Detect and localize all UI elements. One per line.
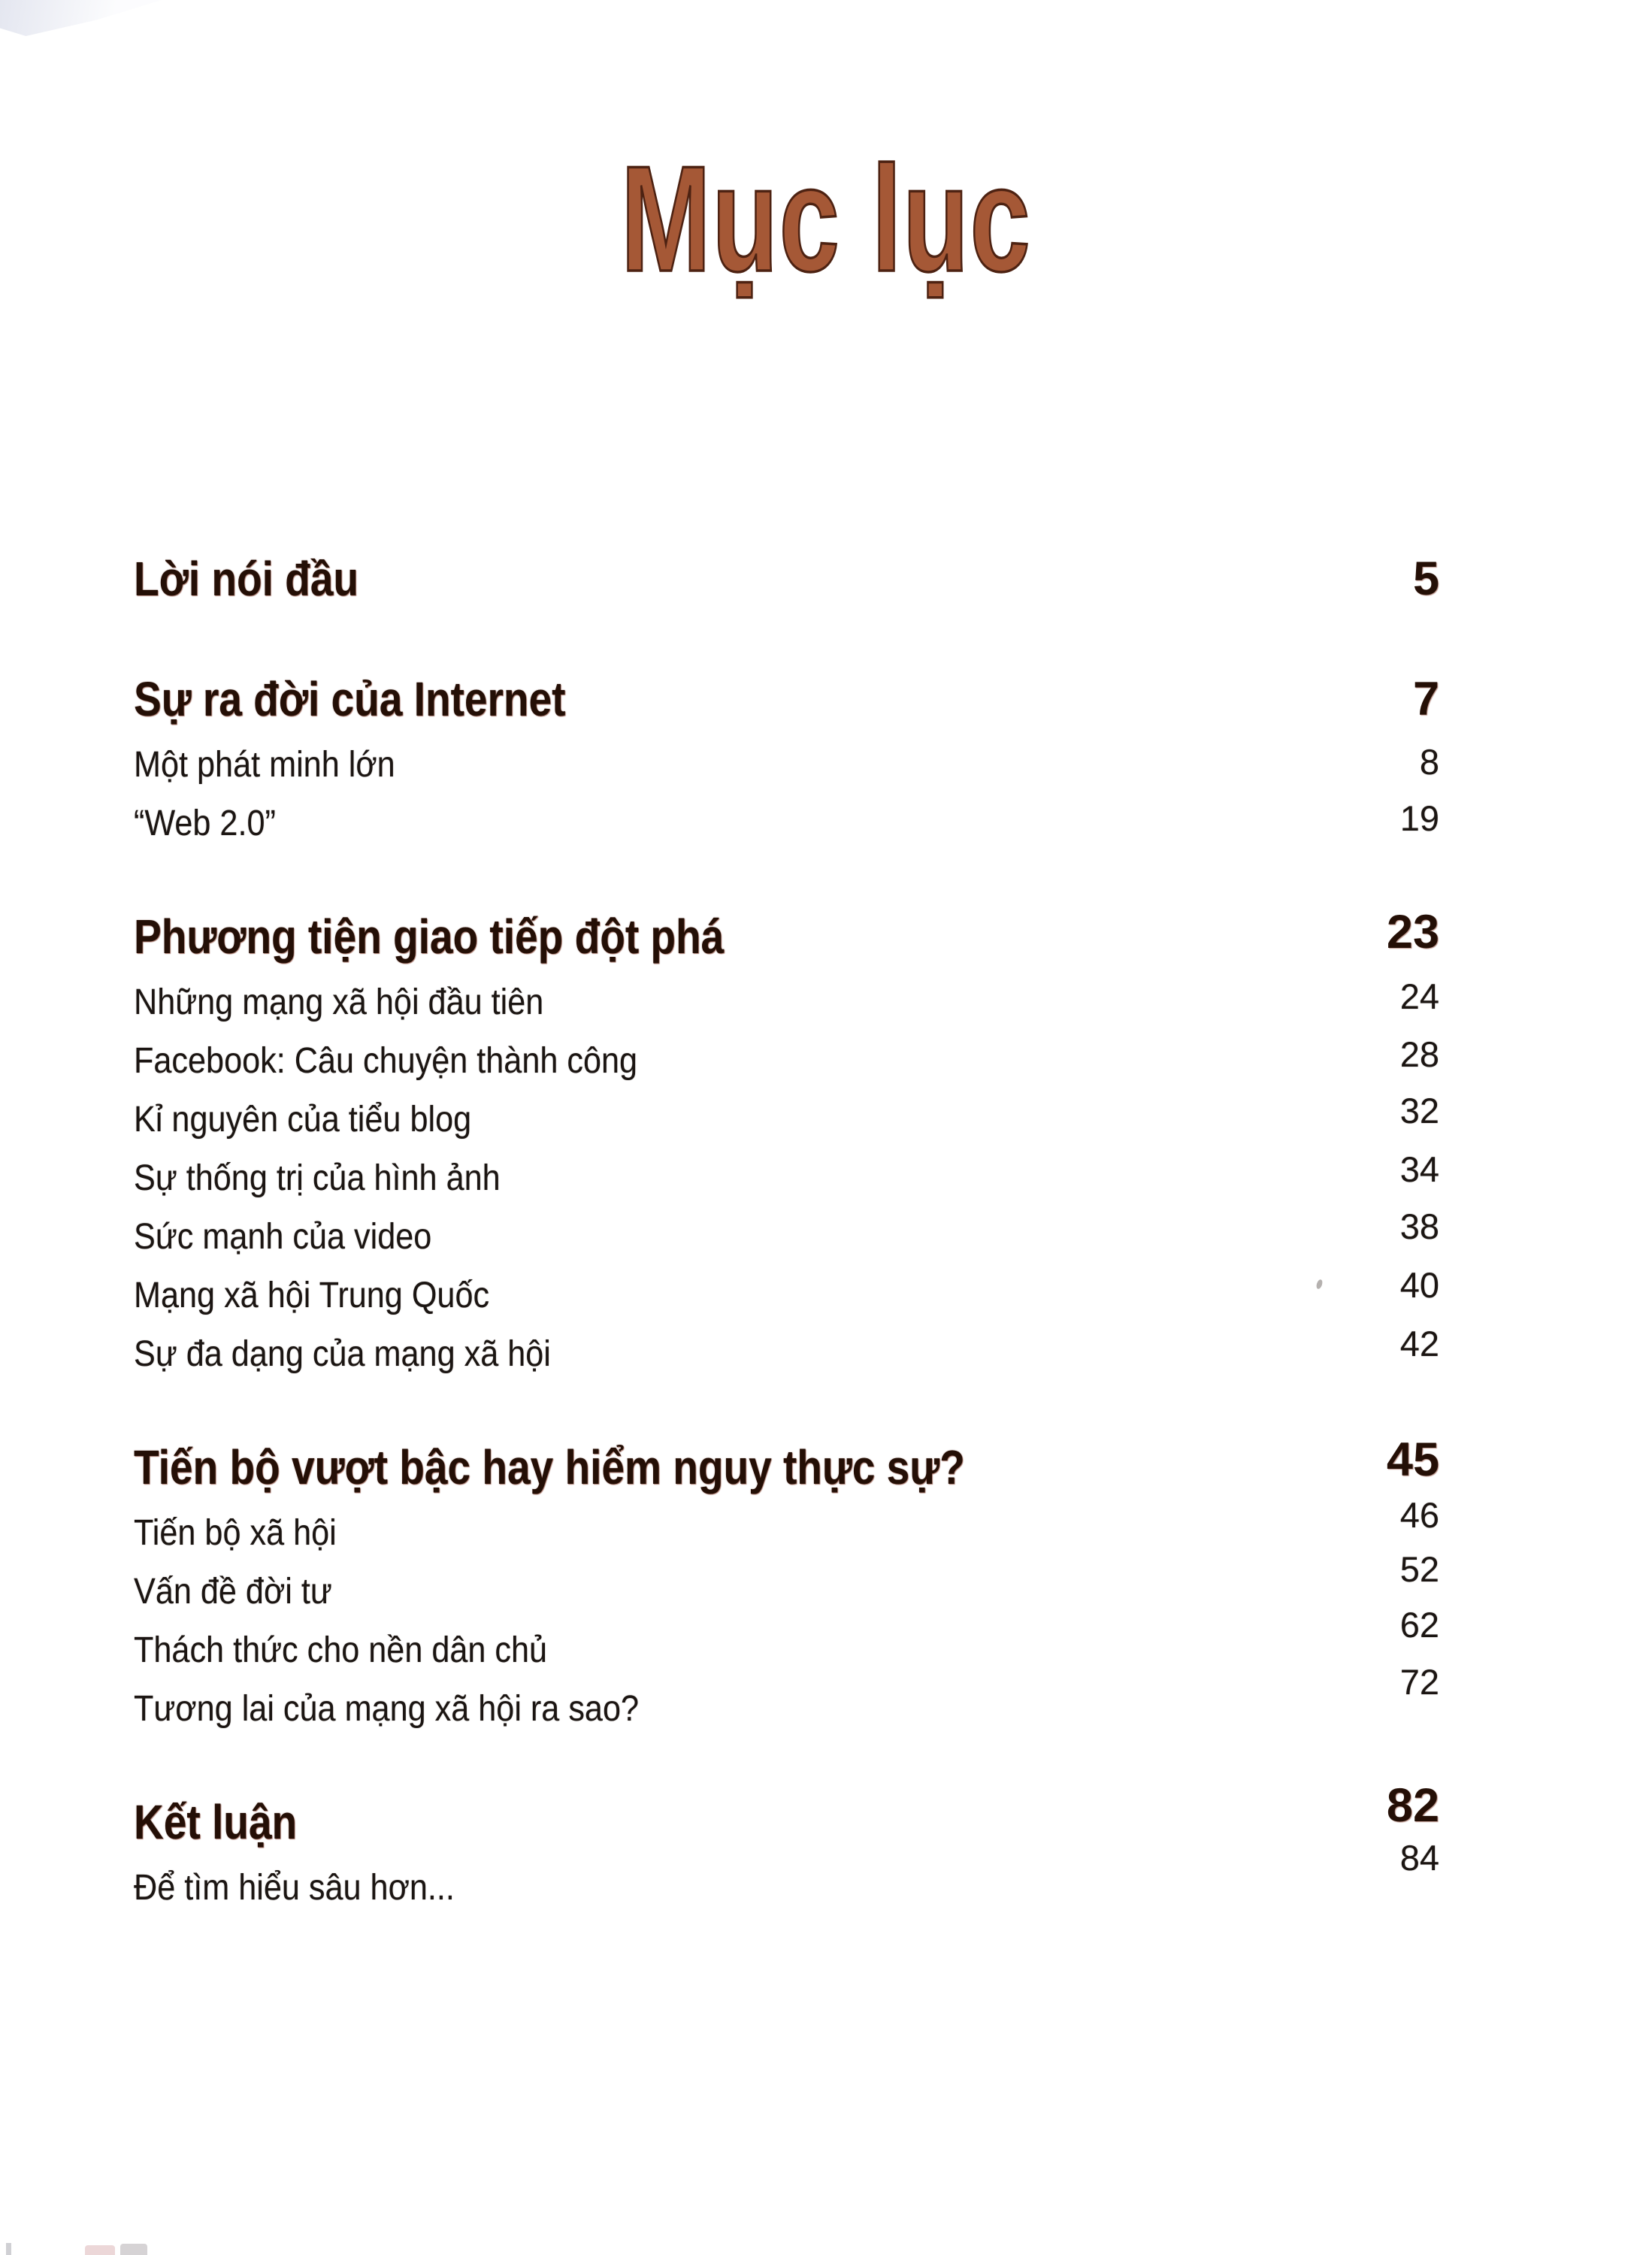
toc-section-page-number: 5 <box>1412 552 1439 605</box>
toc-entry-page-number: 24 <box>1399 976 1439 1016</box>
scan-artifact-bottom <box>85 2245 115 2255</box>
toc-entry-page-number: 72 <box>1399 1661 1439 1702</box>
toc-section-title: Kết luận <box>134 1795 298 1849</box>
toc-entry-page-number: 84 <box>1399 1837 1439 1878</box>
toc-entry-page-number: 8 <box>1419 741 1439 782</box>
toc-entry-label: Những mạng xã hội đầu tiên <box>134 982 544 1022</box>
toc-entry-page-number: 46 <box>1399 1494 1439 1535</box>
toc-entry-row <box>134 1090 1439 1149</box>
toc-entry-page-number: 52 <box>1399 1548 1439 1589</box>
toc-entry-label: Thách thức cho nền dân chủ <box>134 1630 548 1670</box>
toc-entry-row <box>134 1548 1439 1621</box>
toc-section-row <box>134 543 1439 615</box>
toc-entry-row <box>134 1837 1439 1917</box>
toc-entry-label: Facebook: Câu chuyện thành công <box>134 1040 638 1081</box>
toc-entry-label: Sự thống trị của hình ảnh <box>134 1158 501 1198</box>
toc-entry-label: Một phát minh lớn <box>134 744 395 785</box>
toc-entry-row <box>134 1207 1439 1266</box>
toc-entry-page-number: 42 <box>1399 1323 1439 1364</box>
toc-section-title: Sự ra đời của Internet <box>134 672 566 726</box>
toc-entry-label: Vấn đề đời tư <box>134 1571 332 1612</box>
toc-entry-row <box>134 1661 1439 1738</box>
toc-section-title: Lời nói đầu <box>134 552 359 606</box>
toc-entry-label: Mạng xã hội Trung Quốc <box>134 1275 490 1315</box>
toc-section-page-number: 7 <box>1412 673 1439 725</box>
toc-entry-label: Tương lai của mạng xã hội ra sao? <box>134 1688 640 1729</box>
toc-section-title: Phương tiện giao tiếp đột phá <box>134 910 725 964</box>
toc-entry-row <box>134 1324 1439 1383</box>
toc-section-row <box>134 663 1439 735</box>
toc-entry-label: Sức mạnh của video <box>134 1216 432 1257</box>
toc-entry-row <box>134 1604 1439 1679</box>
toc-entry-row <box>134 973 1439 1031</box>
toc-entry-page-number: 38 <box>1399 1206 1439 1246</box>
toc-section-row <box>134 1779 1439 1858</box>
scan-artifact-bottom <box>6 2243 11 2255</box>
toc-entry-page-number: 62 <box>1399 1604 1439 1645</box>
toc-entry-label: Sự đa dạng của mạng xã hội <box>134 1333 551 1374</box>
toc-entry-page-number: 40 <box>1399 1264 1439 1305</box>
toc-entry-row <box>134 1494 1439 1562</box>
toc-entry-page-number: 19 <box>1399 798 1439 838</box>
toc-section-page-number: 45 <box>1386 1433 1439 1486</box>
toc-entry-row <box>134 1031 1439 1090</box>
toc-entry-row <box>134 1149 1439 1207</box>
toc-section-page-number: 82 <box>1386 1779 1439 1832</box>
toc-entry-label: Tiến bộ xã hội <box>134 1512 337 1553</box>
toc-entry-page-number: 32 <box>1399 1090 1439 1131</box>
toc-section-title: Tiến bộ vượt bậc hay hiểm nguy thực sự? <box>134 1440 965 1494</box>
toc-entry-row <box>134 1266 1439 1324</box>
toc-entry-label: Để tìm hiểu sâu hơn... <box>134 1867 455 1908</box>
toc-section-row <box>134 1431 1439 1503</box>
toc-section-page-number: 23 <box>1386 906 1439 958</box>
toc-entry-row <box>134 735 1439 794</box>
toc-list <box>134 543 1439 1917</box>
toc-section-row <box>134 900 1439 973</box>
scan-artifact-top-left <box>0 0 162 36</box>
toc-entry-page-number: 34 <box>1399 1149 1439 1189</box>
scan-artifact-bottom <box>120 2244 147 2255</box>
toc-entry-label: “Web 2.0” <box>134 803 276 843</box>
toc-entry-label: Kỉ nguyên của tiểu blog <box>134 1099 472 1140</box>
toc-entry-page-number: 28 <box>1399 1034 1439 1074</box>
toc-entry-row <box>134 794 1439 852</box>
page-title: Mục lục <box>620 135 1032 303</box>
